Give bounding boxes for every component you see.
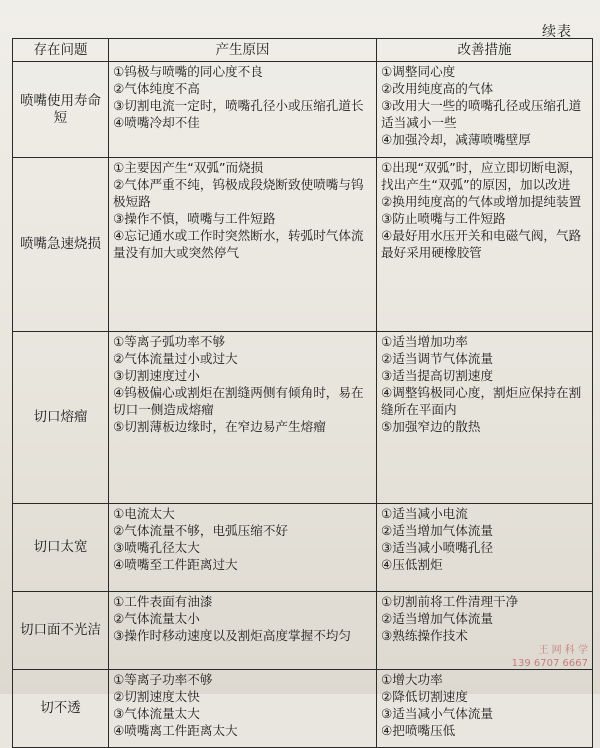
cause-item: ①等离子弧功率不够 <box>113 334 226 349</box>
measure-item: ②适当调节气体流量 <box>381 351 494 366</box>
cause-cell <box>109 504 377 592</box>
cause-item: ②气体流量过小或过大 <box>113 351 238 366</box>
measure-item: ②适当增加气体流量 <box>381 523 494 538</box>
measure-item: ①调整同心度 <box>381 64 456 79</box>
measure-cell <box>377 670 593 748</box>
measure-item: ①增大功率 <box>381 672 443 687</box>
cause-item: ③切割电流一定时，喷嘴孔径小或压缩孔道长 <box>113 98 364 113</box>
issue-cell: 切不透 <box>13 670 109 748</box>
cause-item: ④钨极偏心或割炬在割缝两侧有倾角时，易在切口一侧造成熔瘤 <box>113 385 364 417</box>
measure-item: ④把喷嘴压低 <box>381 723 456 738</box>
measure-item: ③改用大一些的喷嘴孔径或压缩孔道适当减小一些 <box>381 98 582 130</box>
table-row <box>13 670 593 748</box>
watermark-line: 王 网 科 学 <box>538 645 588 656</box>
cause-cell <box>109 332 377 504</box>
measure-item: ①切割前将工件清理干净 <box>381 594 519 609</box>
measure-item: ③熟练操作技术 <box>381 628 468 643</box>
cause-item: ①电流太大 <box>113 506 175 521</box>
cause-cell <box>109 592 377 670</box>
cause-item: ③操作不慎，喷嘴与工件短路 <box>113 211 276 226</box>
watermark <box>512 644 588 670</box>
table-row <box>13 592 593 670</box>
issue-cell: 切口太宽 <box>13 504 109 592</box>
table-row <box>13 62 593 158</box>
measure-item: ③适当减小气体流量 <box>381 706 494 721</box>
measure-item: ③适当提高切割速度 <box>381 368 494 383</box>
cause-item: ②气体流量不够，电弧压缩不好 <box>113 523 289 538</box>
issue-cell: 切口面不光洁 <box>13 592 109 670</box>
cause-item: ②气体严重不纯，钨极成段烧断致使喷嘴与钨极短路 <box>113 177 364 209</box>
cause-cell <box>109 670 377 748</box>
measure-item: ③适当减小喷嘴孔径 <box>381 540 494 555</box>
measure-item: ②换用纯度高的气体或增加提纯装置 <box>381 194 582 209</box>
issue-cell: 切口熔瘤 <box>13 332 109 504</box>
measure-item: ④最好用水压开关和电磁气阀，气路最好采用硬橡胶管 <box>381 228 582 260</box>
cause-cell <box>109 62 377 158</box>
cause-item: ③切割速度过小 <box>113 368 200 383</box>
cause-item: ②气体纯度不高 <box>113 81 200 96</box>
cause-item: ①主要因产生“双弧”而烧损 <box>113 160 264 175</box>
cause-item: ③操作时移动速度以及割炬高度掌握不均匀 <box>113 628 351 643</box>
cause-item: ②切割速度太快 <box>113 689 200 704</box>
table-row <box>13 332 593 504</box>
measure-cell <box>377 504 593 592</box>
measure-item: ⑤加强窄边的散热 <box>381 419 481 434</box>
measure-item: ④压低割炬 <box>381 557 443 572</box>
cause-item: ③气体流量太大 <box>113 706 200 721</box>
cause-item: ④喷嘴冷却不佳 <box>113 115 200 130</box>
cause-item: ①钨极与喷嘴的同心度不良 <box>113 64 263 79</box>
cause-item: ④忘记通水或工作时突然断水，转弧时气体流量没有加大或突然停气 <box>113 228 364 260</box>
table-row <box>13 504 593 592</box>
cause-item: ④喷嘴离工件距离太大 <box>113 723 238 738</box>
continued-label: 续表 <box>542 24 572 40</box>
issue-cell: 喷嘴使用寿命短 <box>13 62 109 158</box>
measure-item: ③防止喷嘴与工件短路 <box>381 211 506 226</box>
measure-item: ②改用纯度高的气体 <box>381 81 494 96</box>
measure-item: ②降低切割速度 <box>381 689 468 704</box>
cause-item: ①等离子功率不够 <box>113 672 213 687</box>
measure-item: ①适当减小电流 <box>381 506 468 521</box>
measure-item: ①出现“双弧”时，应立即切断电源，找出产生“双弧”的原因，加以改进 <box>381 160 582 192</box>
cause-item: ②气体流量太小 <box>113 611 200 626</box>
cause-cell <box>109 158 377 332</box>
watermark-line: 139 6707 6667 <box>511 658 588 669</box>
measure-item: ②适当增加气体流量 <box>381 611 494 626</box>
measure-cell <box>377 332 593 504</box>
cause-item: ⑤切割薄板边缘时，在窄边易产生熔瘤 <box>113 419 326 434</box>
table-row <box>13 158 593 332</box>
cause-item: ③喷嘴孔径太大 <box>113 540 200 555</box>
issue-cell: 喷嘴急速烧损 <box>13 158 109 332</box>
measure-item: ④加强冷却，减薄喷嘴壁厚 <box>381 132 531 147</box>
header-cause: 产生原因 <box>109 39 377 62</box>
measure-cell <box>377 62 593 158</box>
measure-cell <box>377 158 593 332</box>
table-header-row <box>13 39 593 62</box>
cause-item: ④喷嘴至工件距离过大 <box>113 557 238 572</box>
measure-item: ④调整钨极同心度，割炬应保持在割缝所在平面内 <box>381 385 582 417</box>
header-issue: 存在问题 <box>13 39 109 62</box>
cause-item: ①工件表面有油漆 <box>113 594 213 609</box>
header-measure: 改善措施 <box>377 39 593 62</box>
troubleshooting-table <box>12 38 593 748</box>
measure-item: ①适当增加功率 <box>381 334 468 349</box>
